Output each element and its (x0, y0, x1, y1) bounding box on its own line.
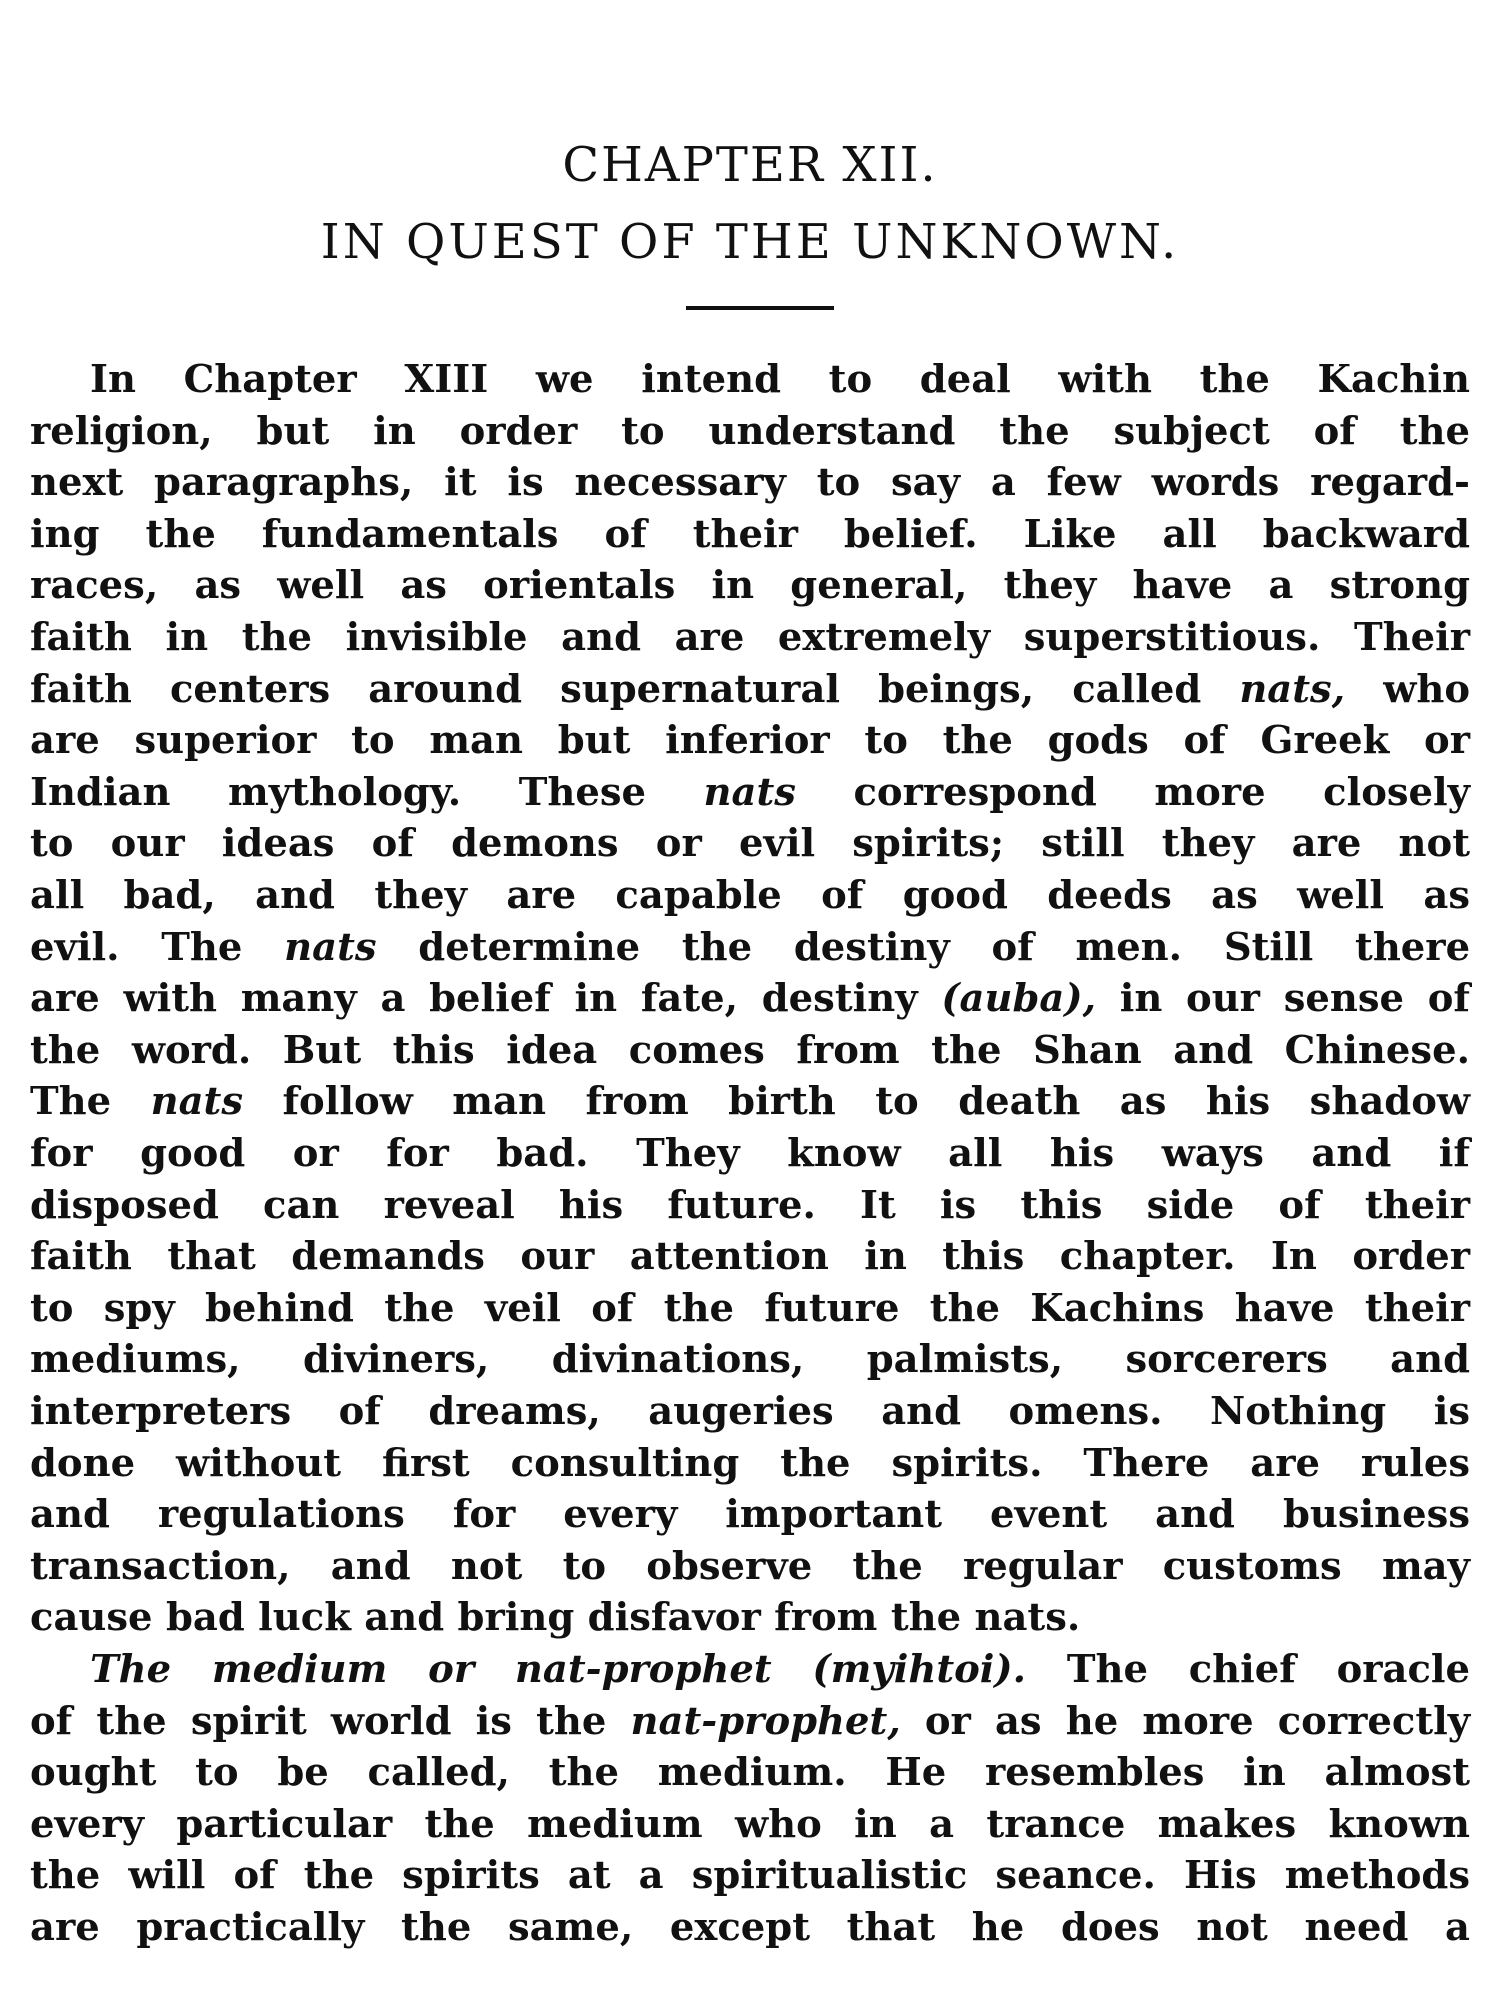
text-line: faith in the invisible and are extremely superstitious. Their (30, 615, 1470, 660)
text-line: faith that demands our attention in this chapter. In order (30, 1234, 1470, 1280)
text-line: In Chapter XIII we intend to deal with the Kachin (90, 357, 1470, 402)
title-divider (686, 306, 834, 310)
text-line: transaction, and not to observe the regular customs may (30, 1543, 1470, 1589)
chapter-number: CHAPTER XII. (562, 137, 938, 193)
text-line: are with many a belief in fate, destiny (auba), in our sense of (30, 976, 1470, 1022)
text-line: faith centers around supernatural beings, called nats, who (30, 666, 1471, 712)
text-line: the will of the spirits at a spiritualistic seance. His methods (30, 1853, 1470, 1899)
text-line: ought to be called, the medium. He resembles in almost (30, 1750, 1470, 1796)
text-line: ing the fundamentals of their belief. Like all backward (30, 511, 1470, 557)
text-line: religion, but in order to understand the subject of the (30, 408, 1470, 454)
text-line: to spy behind the veil of the future the Kachins have their (30, 1285, 1470, 1331)
text-line: Indian mythology. These nats correspond more closely (30, 769, 1471, 815)
text-line: every particular the medium who in a trance makes known (30, 1801, 1470, 1847)
text-line: races, as well as orientals in general, they have a strong (30, 563, 1470, 609)
text-line: cause bad luck and bring disfavor from the nats. (30, 1595, 1081, 1641)
text-line: for good or for bad. They know all his ways and if (30, 1131, 1470, 1176)
text-line: disposed can reveal his future. It is this side of their (30, 1182, 1470, 1228)
text-line: evil. The nats determine the destiny of men. Still there (30, 924, 1471, 970)
text-line: The nats follow man from birth to death as his shadow (30, 1079, 1471, 1125)
text-line: interpreters of dreams, augeries and omens. Nothing is (30, 1389, 1470, 1434)
chapter-title: IN QUEST OF THE UNKNOWN. (320, 214, 1180, 270)
text-line: next paragraphs, it is necessary to say a few words regard- (30, 460, 1470, 506)
text-line: are superior to man but inferior to the gods of Greek or (30, 718, 1470, 764)
text-line: of the spirit world is the nat-prophet, or as he more correctly (30, 1698, 1471, 1744)
text-line: and regulations for every important event and business (30, 1492, 1470, 1538)
text-line: the word. But this idea comes from the Shan and Chinese. (30, 1027, 1470, 1073)
text-line: to our ideas of demons or evil spirits; still they are not (30, 821, 1470, 867)
text-line: all bad, and they are capable of good deeds as well as (30, 873, 1470, 918)
text-line: done without first consulting the spirits. There are rules (30, 1440, 1470, 1486)
text-line: The medium or nat-prophet (myihtoi). The chief oracle (90, 1647, 1471, 1692)
text-line: mediums, diviners, divinations, palmists, sorcerers and (30, 1337, 1470, 1383)
text-line: are practically the same, except that he does not need a (30, 1905, 1470, 1950)
